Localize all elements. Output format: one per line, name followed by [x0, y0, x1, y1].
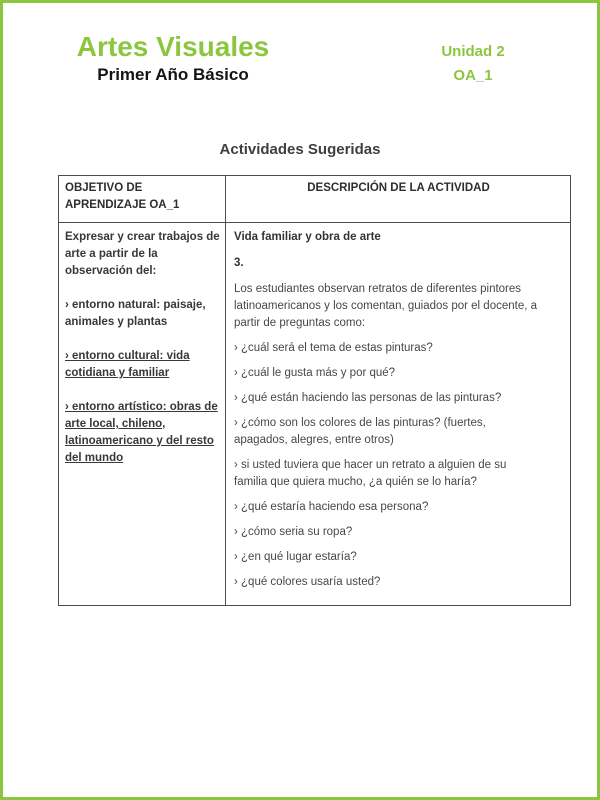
unit-label: Unidad 2 — [441, 43, 505, 60]
objective-column-header: OBJETIVO DE APRENDIZAJE OA_1 — [59, 176, 226, 223]
activity-cell — [226, 223, 571, 606]
question-item: › ¿qué están haciendo las personas de las pinturas? — [234, 392, 502, 404]
question-item: › ¿en qué lugar estaría? — [234, 551, 357, 563]
activity-number: 3. — [234, 257, 244, 269]
objective-intro: Expresar y crear trabajos de arte a partir de la observación del: — [65, 231, 220, 277]
header-brand — [58, 31, 288, 86]
activity-questions — [234, 340, 562, 591]
objective-item[interactable]: › entorno artístico: obras de arte local, chileno, latinoamericano y del resto del mundo — [65, 401, 218, 464]
header-unit-block — [418, 41, 528, 86]
question-item: › ¿qué estaría haciendo esa persona? — [234, 501, 429, 513]
objective-items — [65, 297, 220, 467]
table-header-row — [59, 176, 571, 223]
activity-title: Vida familiar y obra de arte — [234, 231, 381, 243]
grade-subtitle: Primer Año Básico — [97, 65, 249, 84]
page-title: Actividades Sugeridas — [219, 141, 381, 158]
question-item: › ¿cuál le gusta más y por qué? — [234, 367, 396, 379]
description-column-header: DESCRIPCIÓN DE LA ACTIVIDAD — [226, 176, 571, 223]
table-body-row — [59, 223, 571, 606]
objective-item[interactable]: › entorno cultural: vida cotidiana y familiar — [65, 350, 190, 379]
objective-item: › entorno natural: paisaje, animales y plantas — [65, 299, 206, 328]
objective-cell — [59, 223, 226, 606]
question-item: › ¿cómo seria su ropa? — [234, 526, 353, 538]
question-item: › si usted tuviera que hacer un retrato a alguien de su familia que quiera mucho, ¿a quién se lo haría? — [234, 459, 507, 488]
question-item: › ¿qué colores usaría usted? — [234, 576, 381, 588]
activities-table — [58, 175, 571, 606]
oa-label: OA_1 — [453, 67, 493, 84]
question-item: › ¿cuál será el tema de estas pinturas? — [234, 342, 433, 354]
activity-intro: Los estudiantes observan retratos de diferentes pintores latinoamericanos y los comentan, guiados por el docente, a partir de preguntas como: — [234, 283, 538, 329]
subject-title: Artes Visuales — [76, 31, 270, 62]
question-item: › ¿cómo son los colores de las pinturas? (fuertes, apagados, alegres, entre otros) — [234, 417, 486, 446]
